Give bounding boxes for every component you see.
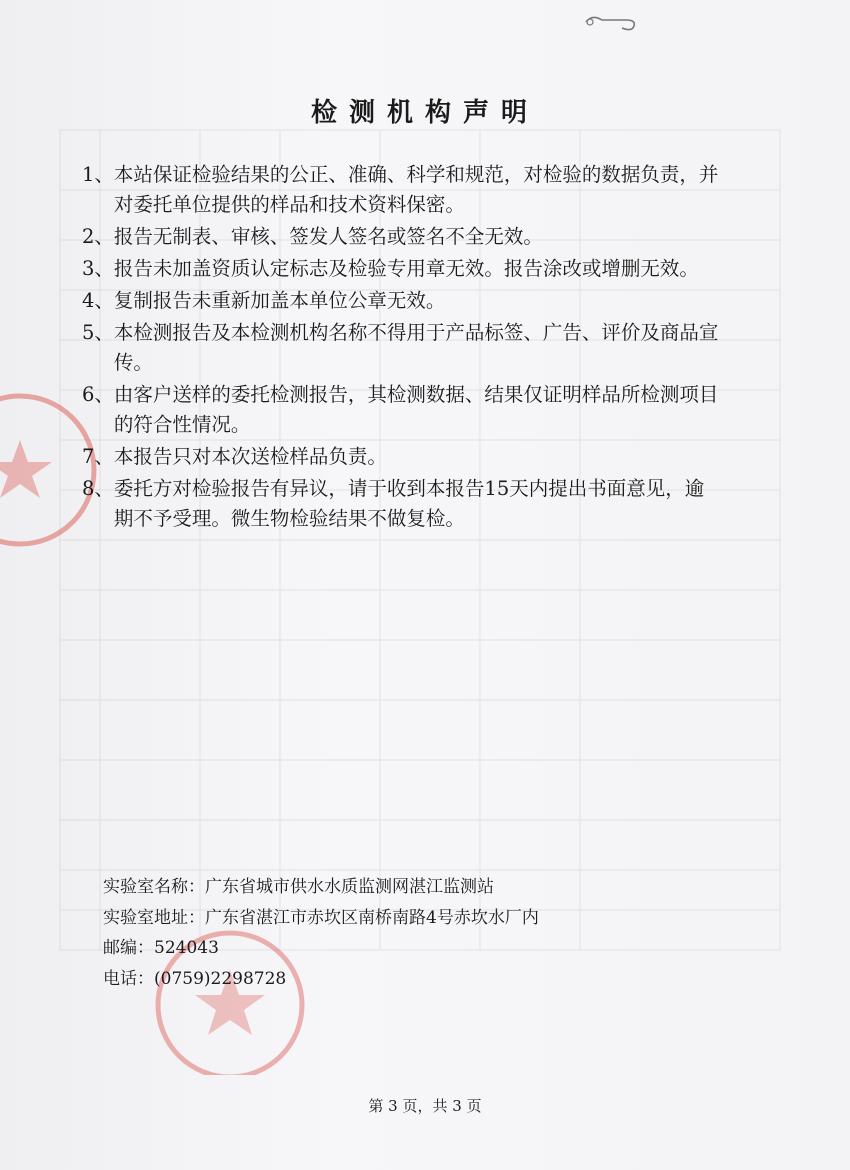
statement-text: 复制报告未重新加盖本单位公章无效。 bbox=[113, 289, 446, 312]
lab-name-row bbox=[103, 872, 539, 903]
statement-number: 5、 bbox=[82, 321, 114, 344]
postcode-value: 524043 bbox=[154, 938, 219, 958]
lab-address-row bbox=[103, 903, 539, 934]
statement-text: 本站保证检验结果的公正、准确、科学和规范，对检验的数据负责，并对委托单位提供的样品和技术资料保密。 bbox=[113, 163, 719, 216]
lab-name-label: 实验室名称： bbox=[103, 877, 205, 897]
statement-text: 由客户送样的委托检测报告，其检测数据、结果仅证明样品所检测项目的符合性情况。 bbox=[113, 383, 719, 436]
statement-number: 7、 bbox=[82, 445, 114, 468]
statement-item bbox=[82, 380, 722, 440]
statement-item bbox=[82, 254, 722, 284]
lab-name-value: 广东省城市供水水质监测网湛江监测站 bbox=[205, 877, 494, 897]
page-title: 检测机构声明 bbox=[310, 98, 539, 128]
statement-text: 委托方对检验报告有异议，请于收到本报告15天内提出书面意见，逾期不予受理。微生物检验结果不做复检。 bbox=[113, 477, 705, 530]
phone-row bbox=[103, 964, 539, 995]
paper-clip-mark bbox=[582, 8, 642, 38]
statement-number: 2、 bbox=[82, 225, 114, 248]
statement-text: 报告未加盖资质认定标志及检验专用章无效。报告涂改或增删无效。 bbox=[113, 257, 699, 280]
postcode-row bbox=[103, 933, 539, 964]
lab-address-label: 实验室地址： bbox=[103, 907, 205, 928]
statement-item bbox=[82, 222, 722, 252]
statement-number: 6、 bbox=[82, 383, 114, 406]
statement-number: 4、 bbox=[82, 289, 114, 312]
statement-number: 1、 bbox=[82, 163, 114, 186]
lab-info bbox=[103, 872, 539, 994]
statement-item bbox=[82, 318, 722, 378]
statement-number: 8、 bbox=[82, 477, 114, 500]
statement-text: 本检测报告及本检测机构名称不得用于产品标签、广告、评价及商品宣传。 bbox=[113, 321, 719, 374]
statement-item bbox=[82, 442, 722, 472]
statement-text: 本报告只对本次送检样品负责。 bbox=[113, 445, 387, 468]
page-number: 第 3 页，共 3 页 bbox=[368, 1097, 482, 1115]
statement-item bbox=[82, 474, 722, 534]
lab-address-value: 广东省湛江市赤坎区南桥南路4号赤坎水厂内 bbox=[205, 907, 539, 928]
statement-list bbox=[82, 160, 722, 536]
phone-value: (0759)2298728 bbox=[154, 968, 287, 989]
postcode-label: 邮编： bbox=[103, 938, 154, 958]
statement-number: 3、 bbox=[82, 257, 114, 280]
statement-item bbox=[82, 160, 722, 220]
statement-item bbox=[82, 286, 722, 316]
statement-text: 报告无制表、审核、签发人签名或签名不全无效。 bbox=[113, 225, 543, 248]
phone-label: 电话： bbox=[103, 968, 154, 989]
